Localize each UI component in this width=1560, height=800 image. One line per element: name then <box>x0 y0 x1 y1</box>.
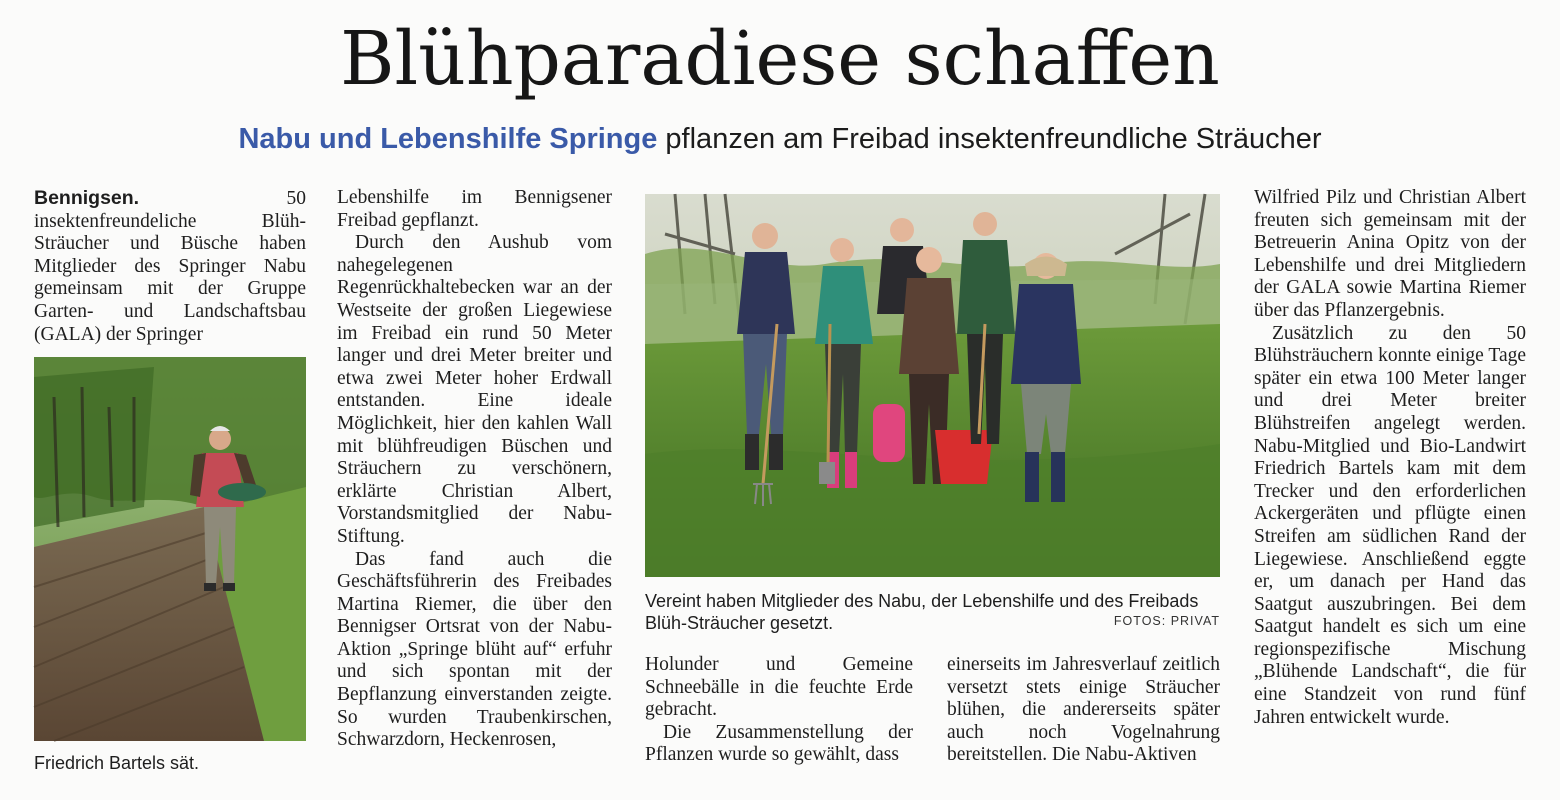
photo-group <box>645 194 1220 577</box>
article-paragraph: Lebenshilfe im Bennigsener Freibad gepflanzt. <box>337 187 612 231</box>
photo-sowing <box>34 357 306 741</box>
dateline: Bennigsen. <box>34 187 140 209</box>
article-column-3 <box>645 654 913 774</box>
article-column-5 <box>1254 187 1526 772</box>
photo-caption-sowing: Friedrich Bartels sät. <box>34 753 200 773</box>
article-paragraph: Zusätzlich zu den 50 Blühsträuchern konnte einige Tage später ein etwa 100 Meter langer und drei Meter breiter Blühstreifen angelegt werden. Nabu-Mitglied und Bio-Landwirt Friedrich Bartels kam mit dem Trecker und den erforderlichen Ackergeräten und pflügte einen Streifen am südlichen Rand der Liegewiese. Anschließend eggte er, um danach per Hand das Saatgut auszubringen. Bei dem Saatgut handelt es sich um eine regionspezifische Mischung „Blühende Landschaft“, die für eine Standzeit von rund fünf Jahren entwickelt wurde. <box>1254 322 1526 728</box>
article-paragraph: einerseits im Jahresverlauf zeitlich versetzt stets einige Sträucher blühen, die andererseits später auch noch Vogelnahrung bereitstellen. Die Nabu-Aktiven <box>947 654 1220 766</box>
article-column-4 <box>947 654 1220 774</box>
article-paragraph: Holunder und Gemeine Schneebälle in die feuchte Erde gebracht. <box>645 654 913 721</box>
article-paragraph: Das fand auch die Geschäftsführerin des Freibades Martina Riemer, die über den Bennigser Ortsrat von der Nabu-Aktion „Springe blüht auf“ erfuhr und sich spontan mit der Bepflanzung einverstanden zeigte. So wurden Traubenkirschen, Schwarzdorn, Heckenrosen, <box>337 548 612 751</box>
paragraph-text: 50 insektenfreundeliche Blüh-Sträucher und Büsche haben Mitglieder des Springer Nabu gemeinsam mit der Gruppe Garten- und Landschaftsbau (GALA) der Springer <box>34 188 306 345</box>
article-paragraph: Wilfried Pilz und Christian Albert freuten sich gemeinsam mit der Betreuerin Anina Opitz von der Lebenshilfe und drei Mitgliedern der GALA sowie Martina Riemer über das Pflanzergebnis. <box>1254 187 1526 321</box>
article-paragraph: Die Zusammenstellung der Pflanzen wurde so gewählt, dass <box>645 721 913 766</box>
subheadline <box>0 124 1560 156</box>
subheadline-lead: Nabu und Lebenshilfe Springe <box>238 123 658 155</box>
photo-caption-group <box>645 590 1220 634</box>
article-column-1 <box>34 187 306 345</box>
caption-text: Vereint haben Mitglieder des Nabu, der Lebenshilfe und des Freibads Blüh-Sträucher gesetzt. <box>645 591 1199 633</box>
subheadline-rest: pflanzen am Freibad insektenfreundliche Sträucher <box>657 123 1322 155</box>
article-paragraph <box>34 187 306 346</box>
headline: Blühparadiese schaffen <box>340 16 1220 102</box>
article-paragraph: Durch den Aushub vom nahegelegenen Regenrückhaltebecken war an der Westseite der großen Liegewiese im Freibad ein rund 50 Meter langer und drei Meter breiter und etwa zwei Meter hoher Erdwall entstanden. Eine ideale Möglichkeit, hier den kahlen Wall mit blühfreudigen Büschen und Sträuchern zu verschönern, erklärte Christian Albert, Vorstandsmitglied der Nabu-Stiftung. <box>337 232 612 547</box>
article-column-2 <box>337 187 612 772</box>
photo-credit: FOTOS: PRIVAT <box>1113 614 1220 628</box>
